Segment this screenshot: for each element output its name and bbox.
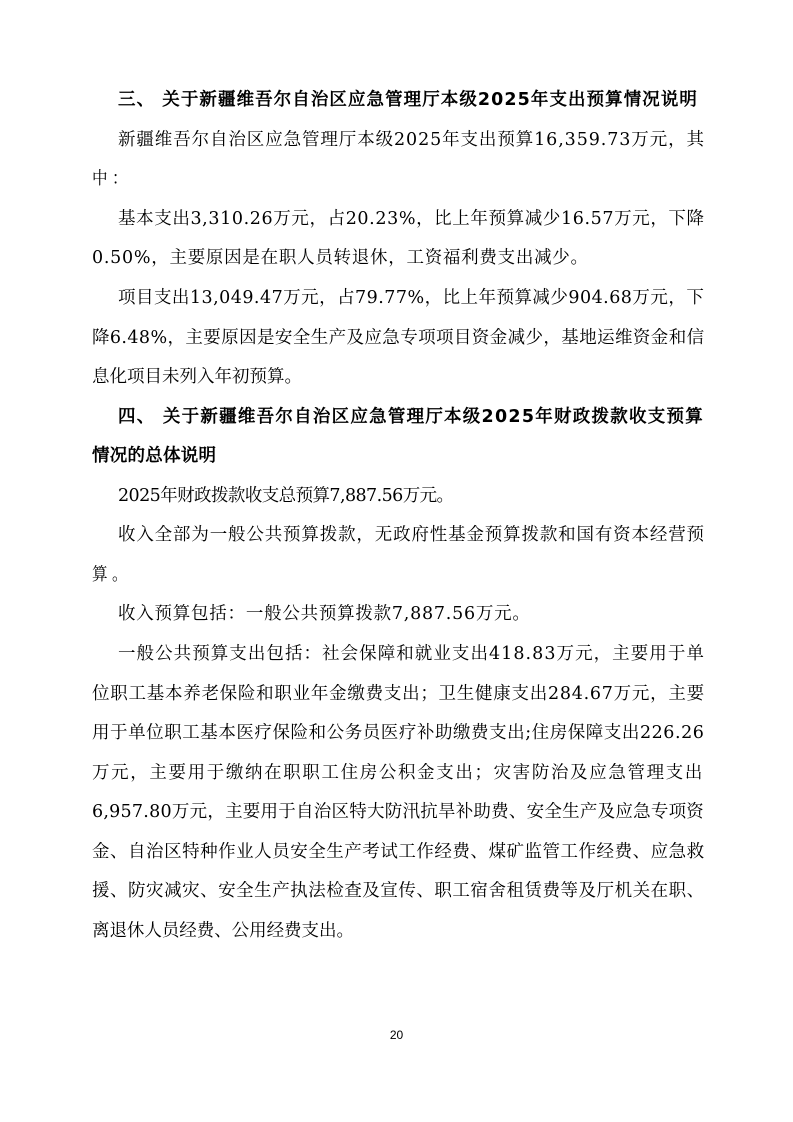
paragraph-line: 0.50%，主要原因是在职人员转退休，工资福利费支出减少。: [92, 248, 589, 268]
paragraph-line: 万元，主要用于缴纳在职职工住房公积金支出；灾害防治及应急管理支出: [92, 763, 704, 783]
paragraph-line: 中：: [92, 169, 133, 189]
paragraph-line: 离退休人员经费、公用经费支出。: [92, 921, 354, 941]
paragraph-line: 收入全部为一般公共预算拨款，无政府性基金预算拨款和国有资本经营预: [118, 525, 705, 545]
paragraph-line: 算。: [92, 565, 133, 585]
paragraph-line: 新疆维吾尔自治区应急管理厅本级2025年支出预算16,359.73万元，其: [118, 130, 705, 150]
paragraph-line: 一般公共预算支出包括：社会保障和就业支出418.83万元，主要用于单: [118, 644, 705, 664]
paragraph-line: 收入预算包括：一般公共预算拨款7,887.56万元。: [118, 604, 531, 624]
paragraph-line: 2025年财政拨款收支总预算7,887.56万元。: [118, 486, 454, 506]
section-heading-4: 四、 关于新疆维吾尔自治区应急管理厅本级2025年财政拨款收支预算: [118, 407, 705, 427]
section-heading-3: 三、 关于新疆维吾尔自治区应急管理厅本级2025年支出预算情况说明: [118, 90, 699, 110]
paragraph-line: 6,957.80万元，主要用于自治区特大防汛抗旱补助费、安全生产及应急专项资: [92, 802, 705, 822]
section-heading-4-continued: 情况的总体说明: [92, 446, 217, 466]
paragraph-line: 项目支出13,049.47万元，占79.77%，比上年预算减少904.68万元，下: [118, 288, 705, 308]
paragraph-line: 基本支出3,310.26万元，占20.23%，比上年预算减少16.57万元，下降: [118, 209, 705, 229]
paragraph-line: 援、防灾减灾、安全生产执法检查及宣传、职工宿舍租赁费等及厅机关在职、: [92, 881, 705, 901]
paragraph-line: 息化项目未列入年初预算。: [92, 367, 302, 387]
paragraph-line: 金、自治区特种作业人员安全生产考试工作经费、煤矿监管工作经费、应急救: [92, 842, 705, 862]
page-number: 20: [389, 1028, 404, 1042]
paragraph-line: 用于单位职工基本医疗保险和公务员医疗补助缴费支出;住房保障支出226.26: [92, 723, 705, 743]
paragraph-line: 降6.48%，主要原因是安全生产及应急专项项目资金减少，基地运维资金和信: [92, 328, 705, 348]
paragraph-line: 位职工基本养老保险和职业年金缴费支出；卫生健康支出284.67万元，主要: [92, 684, 705, 704]
